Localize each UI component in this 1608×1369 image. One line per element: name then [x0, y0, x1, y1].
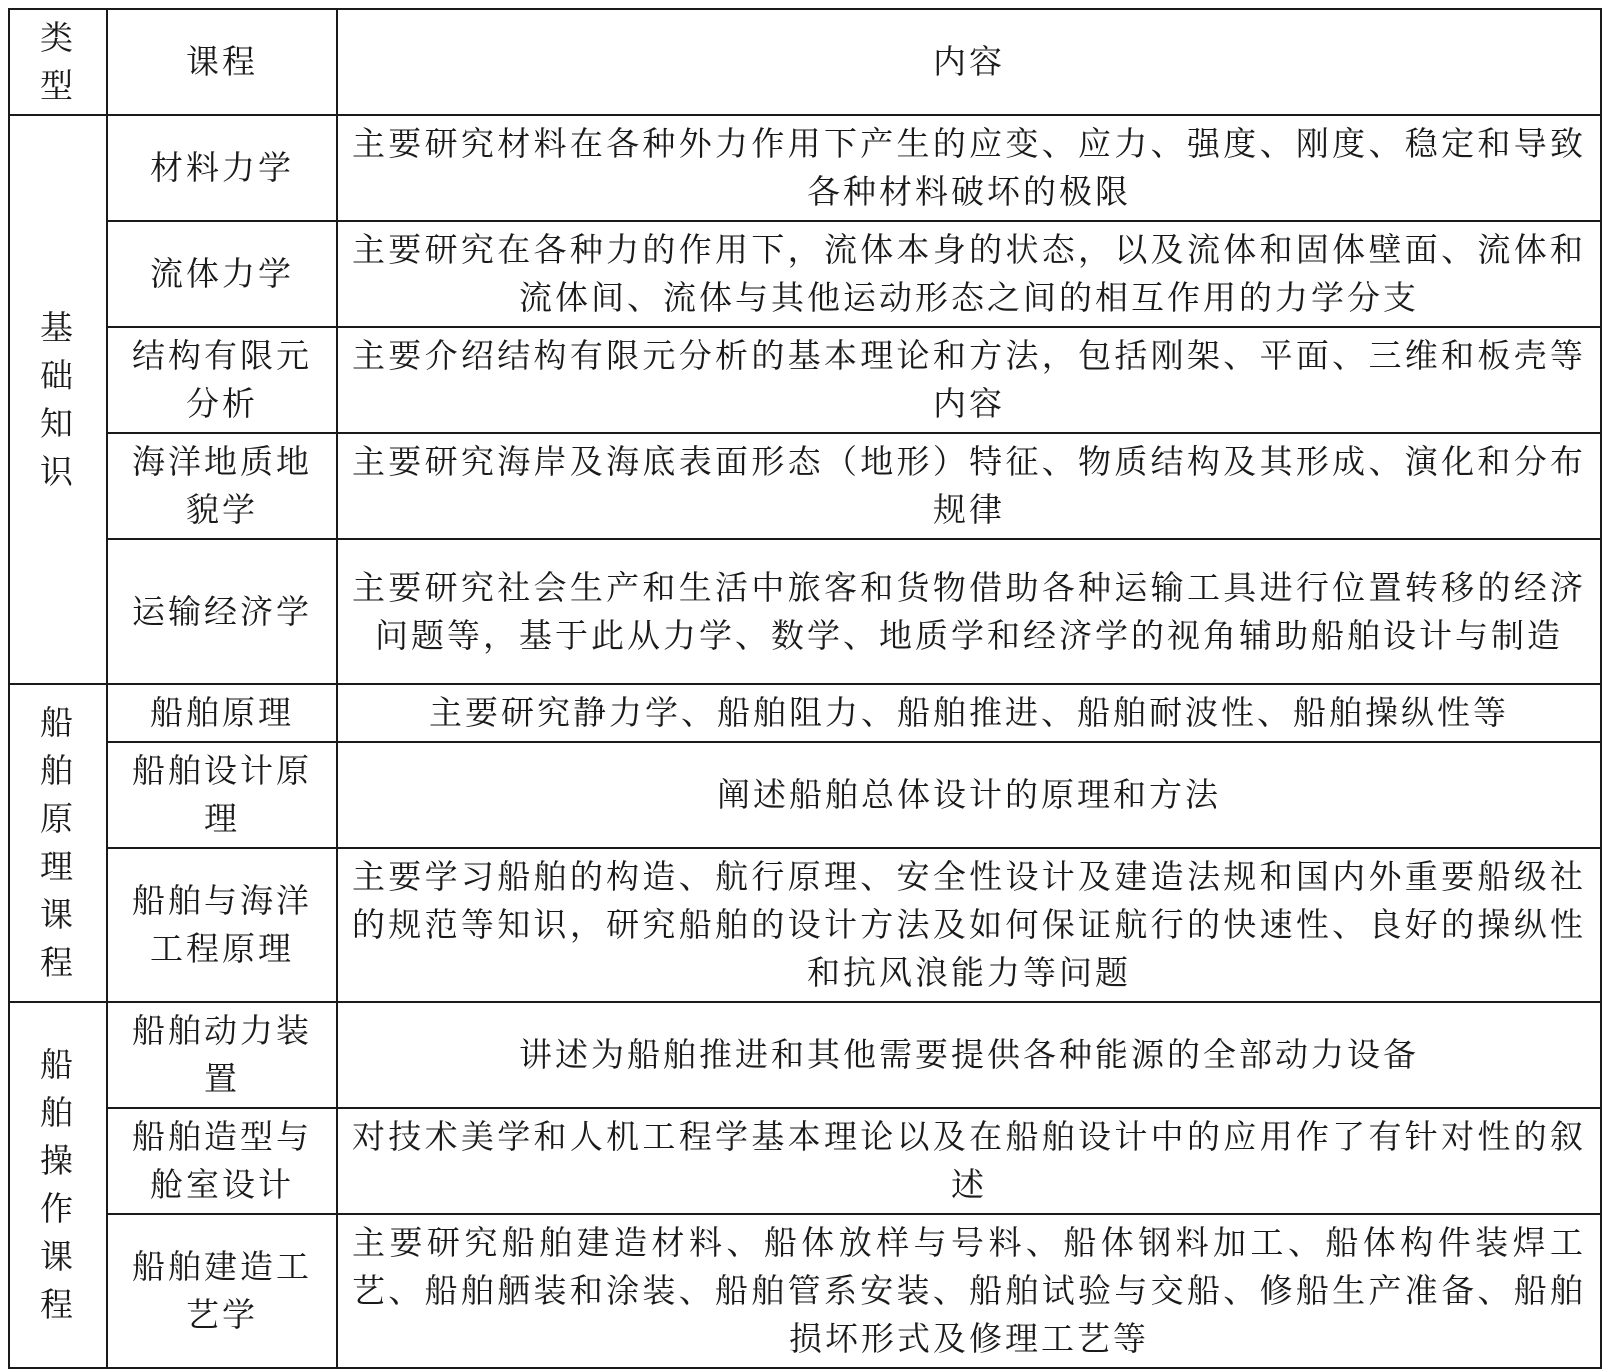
type-label: 船舶操作课程 [39, 1045, 76, 1324]
content-cell: 主要研究在各种力的作用下，流体本身的状态，以及流体和固体壁面、流体和流体间、流体与其他运动形态之间的相互作用的力学分支 [337, 221, 1601, 327]
type-label: 船舶原理课程 [39, 703, 76, 982]
content-cell: 主要学习船舶的构造、航行原理、安全性设计及建造法规和国内外重要船级社的规范等知识，研究船舶的设计方法及如何保证航行的快速性、良好的操纵性和抗风浪能力等问题 [337, 848, 1601, 1002]
content-cell: 主要研究船舶建造材料、船体放样与号料、船体钢料加工、船体构件装焊工艺、船舶舾装和涂装、船舶管系安装、船舶试验与交船、修船生产准备、船舶损坏形式及修理工艺等 [337, 1214, 1601, 1368]
content-cell: 主要研究静力学、船舶阻力、船舶推进、船舶耐波性、船舶操纵性等 [337, 684, 1601, 742]
table-row [9, 327, 1601, 433]
course-table-page [8, 8, 1600, 1358]
table-row [9, 221, 1601, 327]
table-row [9, 1214, 1601, 1368]
table-row [9, 539, 1601, 684]
table-row [9, 433, 1601, 539]
type-cell-operation [9, 1002, 107, 1368]
header-type [9, 9, 107, 115]
course-cell: 船舶与海洋工程原理 [107, 848, 337, 1002]
content-cell: 对技术美学和人机工程学基本理论以及在船舶设计中的应用作了有针对性的叙述 [337, 1108, 1601, 1214]
type-cell-basic [9, 115, 107, 684]
course-cell: 船舶动力装置 [107, 1002, 337, 1108]
content-cell: 主要介绍结构有限元分析的基本理论和方法，包括刚架、平面、三维和板壳等内容 [337, 327, 1601, 433]
course-cell: 船舶原理 [107, 684, 337, 742]
header-course: 课程 [107, 9, 337, 115]
table-row [9, 1108, 1601, 1214]
content-cell: 主要研究海岸及海底表面形态（地形）特征、物质结构及其形成、演化和分布规律 [337, 433, 1601, 539]
type-cell-principle [9, 684, 107, 1002]
course-cell: 船舶设计原理 [107, 742, 337, 848]
course-cell: 材料力学 [107, 115, 337, 221]
content-cell: 阐述船舶总体设计的原理和方法 [337, 742, 1601, 848]
table-row [9, 848, 1601, 1002]
course-cell: 运输经济学 [107, 539, 337, 684]
header-row [9, 9, 1601, 115]
table-row [9, 1002, 1601, 1108]
course-cell: 船舶建造工艺学 [107, 1214, 337, 1368]
header-type-text: 类型 [39, 18, 76, 105]
table-row [9, 115, 1601, 221]
course-cell: 海洋地质地貌学 [107, 433, 337, 539]
table-row [9, 742, 1601, 848]
content-cell: 主要研究社会生产和生活中旅客和货物借助各种运输工具进行位置转移的经济问题等，基于此从力学、数学、地质学和经济学的视角辅助船舶设计与制造 [337, 539, 1601, 684]
table-row [9, 684, 1601, 742]
type-label: 基础知识 [39, 307, 76, 491]
course-cell: 船舶造型与舱室设计 [107, 1108, 337, 1214]
content-cell: 主要研究材料在各种外力作用下产生的应变、应力、强度、刚度、稳定和导致各种材料破坏的极限 [337, 115, 1601, 221]
header-content: 内容 [337, 9, 1601, 115]
course-table [8, 8, 1602, 1369]
course-cell: 结构有限元分析 [107, 327, 337, 433]
content-cell: 讲述为船舶推进和其他需要提供各种能源的全部动力设备 [337, 1002, 1601, 1108]
course-cell: 流体力学 [107, 221, 337, 327]
